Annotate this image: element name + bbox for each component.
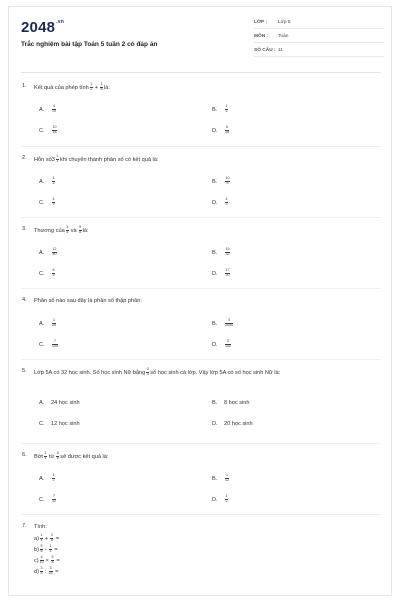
denominator: 3 bbox=[226, 180, 229, 185]
question-text-before: Thương của bbox=[34, 227, 65, 234]
option-label: A. bbox=[39, 178, 45, 185]
question-divider bbox=[21, 217, 381, 218]
answer-option[interactable] bbox=[212, 319, 234, 328]
question-text-before: Phân số nào sau đây là phân số thập phân: bbox=[34, 298, 142, 304]
fraction bbox=[40, 567, 43, 576]
meta-value: Toán bbox=[278, 34, 289, 39]
page-title: Trắc nghiệm bài tập Toán 5 tuần 2 có đáp án bbox=[21, 41, 158, 48]
question-number: 2. bbox=[22, 155, 27, 161]
option-label: A. bbox=[39, 320, 45, 327]
fraction bbox=[66, 226, 69, 235]
question-text-before: Bớt bbox=[34, 453, 43, 460]
fraction bbox=[52, 269, 55, 278]
denominator: 16 bbox=[225, 129, 229, 134]
equals-sign: = bbox=[54, 557, 60, 564]
denominator: 8 bbox=[51, 559, 54, 564]
question-divider bbox=[21, 514, 381, 515]
option-label: D. bbox=[212, 496, 218, 503]
logo-suffix: .vn bbox=[56, 19, 64, 25]
answer-option[interactable] bbox=[39, 400, 80, 406]
operator: - bbox=[44, 546, 47, 553]
calc-line bbox=[34, 545, 58, 554]
question-number: 1. bbox=[22, 83, 27, 89]
fraction bbox=[56, 452, 59, 461]
option-label: B. bbox=[212, 475, 218, 482]
numerator: 3 bbox=[227, 339, 229, 343]
numerator: 3 bbox=[50, 533, 53, 537]
option-label: C. bbox=[39, 341, 45, 348]
question-text bbox=[34, 368, 374, 377]
numerator: 3 bbox=[49, 566, 52, 570]
denominator: 3 bbox=[56, 158, 59, 163]
equals-sign: = bbox=[53, 568, 59, 575]
fraction bbox=[40, 545, 43, 554]
fraction bbox=[100, 83, 103, 92]
answer-option[interactable] bbox=[212, 421, 253, 427]
answer-option[interactable] bbox=[39, 126, 58, 135]
meta-count bbox=[254, 48, 384, 53]
numerator: 4 bbox=[52, 197, 55, 201]
meta-key: SỐ CÂU : bbox=[254, 48, 276, 53]
option-label: B. bbox=[212, 400, 218, 406]
option-label: A. bbox=[39, 400, 45, 406]
option-label: C. bbox=[39, 127, 45, 134]
denominator: 10 bbox=[39, 559, 44, 564]
denominator: 6 bbox=[56, 455, 59, 460]
option-label: B. bbox=[212, 249, 218, 256]
divider bbox=[254, 28, 384, 29]
question-text-before: Lớp 5A có 32 học sinh. Số học sinh Nữ bằng bbox=[34, 369, 146, 376]
fraction bbox=[49, 567, 53, 576]
fraction bbox=[52, 495, 56, 504]
numerator: 3 bbox=[66, 225, 69, 229]
numerator: 1 bbox=[226, 473, 228, 477]
divider bbox=[254, 56, 384, 57]
answer-option[interactable] bbox=[212, 126, 230, 135]
fraction bbox=[225, 248, 230, 257]
answer-option[interactable] bbox=[212, 177, 231, 186]
denominator: 12 bbox=[52, 498, 56, 503]
question-text bbox=[34, 155, 374, 164]
question-number: 3. bbox=[22, 226, 27, 232]
numerator: 10 bbox=[52, 125, 57, 129]
denominator: 5 bbox=[52, 272, 55, 277]
denominator: 12 bbox=[225, 477, 229, 482]
fraction bbox=[40, 534, 43, 543]
denominator: 32 bbox=[225, 251, 230, 256]
calc-label: d) bbox=[34, 568, 39, 575]
fraction bbox=[225, 105, 228, 114]
fraction bbox=[225, 474, 229, 483]
numerator: 5 bbox=[79, 225, 82, 229]
numerator: 1 bbox=[49, 544, 52, 548]
denominator: 3 bbox=[52, 180, 55, 185]
operator: : bbox=[44, 568, 47, 575]
fraction bbox=[49, 545, 52, 554]
question-number: 5. bbox=[22, 368, 27, 374]
denominator: 10 bbox=[52, 108, 56, 113]
answer-option[interactable] bbox=[39, 248, 58, 257]
question-text-before: Kết quả của phép tính bbox=[34, 84, 89, 91]
fraction bbox=[225, 126, 229, 135]
option-text: 8 học sinh bbox=[224, 400, 250, 406]
question-text bbox=[34, 452, 374, 461]
denominator: 16 bbox=[52, 129, 57, 134]
question-text-after: là: bbox=[82, 227, 89, 234]
answer-option[interactable] bbox=[39, 269, 56, 278]
denominator: 40 bbox=[52, 251, 57, 256]
question-number: 6. bbox=[22, 452, 27, 458]
denominator: 8 bbox=[100, 86, 103, 91]
fraction bbox=[51, 556, 54, 565]
fraction bbox=[56, 155, 59, 164]
numerator: 3 bbox=[40, 566, 43, 570]
question-text-before: Tính: bbox=[34, 524, 47, 530]
answer-option[interactable] bbox=[39, 495, 57, 504]
question-number: 4. bbox=[22, 297, 27, 303]
calc-label: a) bbox=[34, 535, 39, 542]
fraction bbox=[52, 126, 57, 135]
question-divider bbox=[21, 359, 381, 360]
question-text bbox=[34, 226, 374, 235]
answer-option[interactable] bbox=[212, 400, 250, 406]
fraction bbox=[52, 340, 58, 349]
calc-line bbox=[34, 567, 58, 576]
answer-option[interactable] bbox=[212, 248, 231, 257]
option-label: B. bbox=[212, 320, 218, 327]
fraction bbox=[79, 226, 82, 235]
question-text-before: Hỗn số bbox=[34, 156, 52, 163]
fraction bbox=[90, 83, 93, 92]
answer-option[interactable] bbox=[39, 474, 56, 483]
answer-option[interactable] bbox=[212, 269, 231, 278]
denominator: 4 bbox=[40, 537, 43, 542]
calc-line bbox=[34, 534, 59, 543]
question-number: 7. bbox=[22, 523, 27, 529]
option-label: A. bbox=[39, 475, 45, 482]
denominator: 5 bbox=[40, 570, 43, 575]
fraction bbox=[52, 248, 57, 257]
denominator: 100 bbox=[225, 343, 231, 348]
meta-value: Lớp 5 bbox=[278, 20, 291, 25]
numerator: 5 bbox=[56, 451, 59, 455]
question-divider bbox=[21, 288, 381, 289]
numerator: 5 bbox=[40, 544, 43, 548]
question-divider bbox=[21, 146, 381, 147]
option-label: C. bbox=[39, 421, 45, 427]
numerator: 6 bbox=[52, 268, 55, 272]
fraction bbox=[225, 495, 228, 504]
equals-sign: = bbox=[52, 546, 58, 553]
calc-label: b) bbox=[34, 546, 39, 553]
answer-option[interactable] bbox=[39, 198, 56, 207]
denominator: 100 bbox=[52, 343, 58, 348]
denominator: 20 bbox=[52, 322, 56, 327]
numerator: 7 bbox=[54, 339, 56, 343]
answer-option[interactable] bbox=[212, 340, 232, 349]
numerator: 4 bbox=[53, 104, 55, 108]
numerator: 1 bbox=[44, 451, 47, 455]
numerator: 1 bbox=[225, 104, 228, 108]
denominator: 2 bbox=[225, 108, 228, 113]
answer-option[interactable] bbox=[39, 340, 59, 349]
fraction bbox=[50, 534, 53, 543]
option-label: C. bbox=[39, 496, 45, 503]
option-label: D. bbox=[212, 421, 218, 427]
fraction bbox=[52, 474, 55, 483]
answer-option[interactable] bbox=[212, 495, 229, 504]
question-text bbox=[34, 297, 374, 305]
numerator: 1 bbox=[52, 473, 55, 477]
denominator: 2 bbox=[225, 498, 228, 503]
numerator: 1 bbox=[90, 82, 93, 86]
answer-option[interactable] bbox=[39, 319, 57, 328]
question-text-after: số học sinh cả lớp. Vậy lớp 5A có số học sinh Nữ là: bbox=[150, 369, 281, 376]
calc-line bbox=[34, 556, 60, 565]
equals-sign: = bbox=[54, 535, 60, 542]
numerator: 6 bbox=[226, 125, 228, 129]
option-label: A. bbox=[39, 106, 45, 113]
fraction bbox=[146, 368, 149, 377]
option-label: D. bbox=[212, 127, 218, 134]
denominator: 2 bbox=[90, 86, 93, 91]
option-label: A. bbox=[39, 249, 45, 256]
worksheet bbox=[8, 6, 392, 596]
fraction bbox=[225, 198, 228, 207]
numerator: 3 bbox=[146, 367, 149, 371]
numerator: 3 bbox=[225, 319, 233, 324]
divider bbox=[254, 42, 384, 43]
fraction bbox=[40, 556, 44, 565]
whole-number: 3 bbox=[51, 156, 55, 163]
fraction bbox=[52, 198, 55, 207]
operator: từ bbox=[48, 453, 55, 460]
option-label: D. bbox=[212, 270, 218, 277]
logo-text: 2048 bbox=[21, 19, 56, 36]
denominator: 20 bbox=[225, 272, 230, 277]
numerator: 10 bbox=[225, 176, 230, 180]
question-text-after: là: bbox=[104, 84, 110, 91]
denominator: 15 bbox=[48, 570, 53, 575]
option-label: B. bbox=[212, 106, 218, 113]
answer-option[interactable] bbox=[39, 177, 56, 186]
option-label: D. bbox=[212, 341, 218, 348]
numerator: 17 bbox=[225, 268, 230, 272]
answer-option[interactable] bbox=[39, 105, 57, 114]
denominator: 8 bbox=[79, 229, 82, 234]
numerator: 4 bbox=[40, 555, 43, 559]
option-label: C. bbox=[39, 199, 45, 206]
numerator: 1 bbox=[56, 154, 59, 158]
option-text: 20 học sinh bbox=[224, 421, 253, 427]
operator: + bbox=[94, 84, 99, 91]
fraction bbox=[52, 319, 56, 328]
fraction bbox=[225, 177, 230, 186]
answer-option[interactable] bbox=[212, 105, 229, 114]
question-text-after: sẽ được kết quả là: bbox=[60, 453, 109, 460]
fraction bbox=[225, 340, 231, 349]
operator: + bbox=[44, 535, 49, 542]
fraction bbox=[225, 269, 230, 278]
denominator: 2000 bbox=[225, 322, 233, 327]
numerator: 4 bbox=[52, 176, 55, 180]
numerator: 4 bbox=[225, 197, 228, 201]
header bbox=[9, 7, 391, 63]
numerator: 1 bbox=[225, 494, 228, 498]
option-text: 12 học sinh bbox=[51, 421, 80, 427]
denominator: 9 bbox=[52, 201, 55, 206]
meta-class bbox=[254, 20, 384, 25]
denominator: 3 bbox=[49, 548, 52, 553]
fraction bbox=[225, 319, 233, 328]
answer-option[interactable] bbox=[212, 198, 229, 207]
question-text bbox=[34, 523, 374, 531]
numerator: 7 bbox=[53, 494, 55, 498]
site-logo[interactable] bbox=[21, 19, 64, 36]
option-text: 24 học sinh bbox=[51, 400, 80, 406]
question-text-after: khi chuyển thành phân số có kết quả là: bbox=[59, 156, 159, 163]
question-divider bbox=[21, 443, 381, 444]
numerator: 1 bbox=[53, 318, 55, 322]
denominator: 8 bbox=[50, 537, 53, 542]
numerator: 15 bbox=[225, 247, 230, 251]
denominator: 6 bbox=[40, 548, 43, 553]
numerator: 5 bbox=[51, 555, 54, 559]
denominator: 4 bbox=[146, 371, 149, 376]
option-label: D. bbox=[212, 199, 218, 206]
calc-label: c) bbox=[34, 557, 39, 564]
question-text bbox=[34, 83, 374, 92]
answer-option[interactable] bbox=[212, 474, 230, 483]
numerator: 1 bbox=[100, 82, 103, 86]
meta-subject bbox=[254, 34, 384, 39]
fraction bbox=[44, 452, 47, 461]
header-divider bbox=[21, 72, 381, 73]
meta-key: LỚP : bbox=[254, 20, 268, 25]
meta-value: 11 bbox=[278, 48, 283, 53]
denominator: 3 bbox=[225, 201, 228, 206]
denominator: 4 bbox=[66, 229, 69, 234]
operator: × bbox=[45, 557, 49, 564]
operator: và bbox=[70, 227, 77, 234]
fraction bbox=[52, 105, 56, 114]
numerator: 12 bbox=[52, 247, 57, 251]
answer-option[interactable] bbox=[39, 421, 80, 427]
fraction bbox=[52, 177, 55, 186]
denominator: 2 bbox=[52, 477, 55, 482]
meta-key: MÔN : bbox=[254, 34, 269, 39]
denominator: 4 bbox=[44, 455, 47, 460]
option-label: C. bbox=[39, 270, 45, 277]
option-label: B. bbox=[212, 178, 218, 185]
numerator: 1 bbox=[40, 533, 43, 537]
